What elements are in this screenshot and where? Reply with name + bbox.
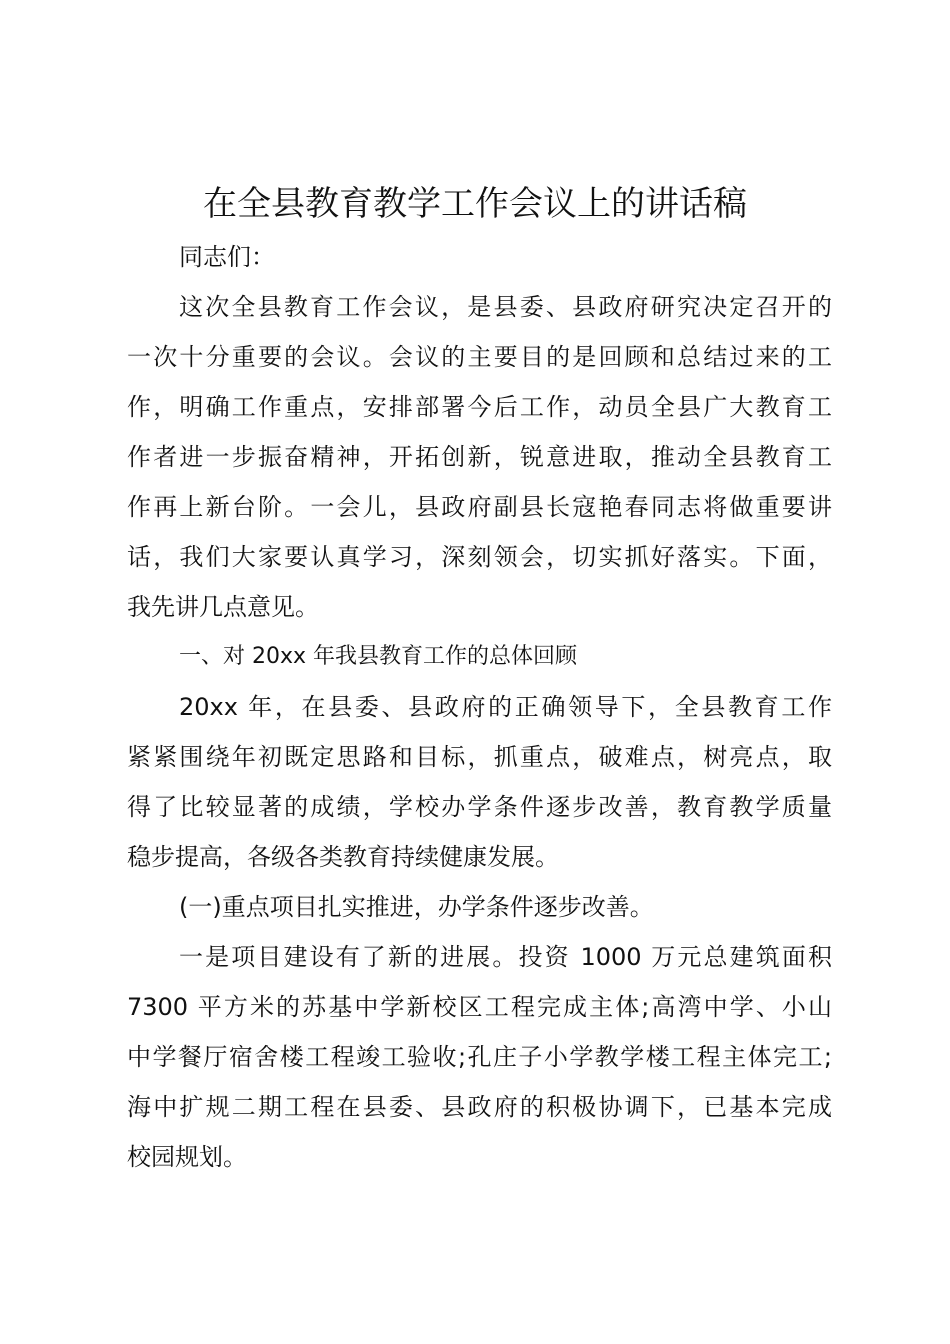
paragraph-line: 海中扩规二期工程在县委、县政府的积极协调下，已基本完成 (127, 1093, 832, 1121)
paragraph-line: 20xx 年，在县委、县政府的正确领导下，全县教育工作 (179, 693, 832, 721)
paragraph-line: 话，我们大家要认真学习，深刻领会，切实抓好落实。下面， (127, 543, 832, 571)
paragraph-line: 我先讲几点意见。 (127, 593, 319, 621)
paragraph-line: 作，明确工作重点，安排部署今后工作，动员全县广大教育工 (127, 393, 832, 421)
paragraph-line: 得了比较显著的成绩，学校办学条件逐步改善，教育教学质量 (127, 793, 832, 821)
subsection-heading: (一)重点项目扎实推进，办学条件逐步改善。 (179, 893, 654, 921)
paragraph-line: 一次十分重要的会议。会议的主要目的是回顾和总结过来的工 (127, 343, 832, 371)
paragraph-line: 7300 平方米的苏基中学新校区工程完成主体;高湾中学、小山 (127, 993, 832, 1021)
paragraph-line: 中学餐厅宿舍楼工程竣工验收;孔庄子小学教学楼工程主体完工; (127, 1043, 832, 1071)
document-title: 在全县教育教学工作会议上的讲话稿 (203, 184, 747, 224)
paragraph-line: 这次全县教育工作会议，是县委、县政府研究决定召开的 (179, 293, 832, 321)
paragraph-line: 校园规划。 (127, 1143, 247, 1171)
paragraph-line: 作再上新台阶。一会儿，县政府副县长寇艳春同志将做重要讲 (127, 493, 832, 521)
paragraph-line: 一是项目建设有了新的进展。投资 1000 万元总建筑面积 (179, 943, 832, 971)
document-body (127, 232, 832, 1182)
section-heading: 一、对 20xx 年我县教育工作的总体回顾 (179, 644, 578, 669)
salutation: 同志们： (179, 243, 275, 271)
paragraph-line: 作者进一步振奋精神，开拓创新，锐意进取，推动全县教育工 (127, 443, 832, 471)
paragraph-line: 紧紧围绕年初既定思路和目标，抓重点，破难点，树亮点，取 (127, 743, 832, 771)
paragraph-line: 稳步提高，各级各类教育持续健康发展。 (127, 843, 559, 871)
